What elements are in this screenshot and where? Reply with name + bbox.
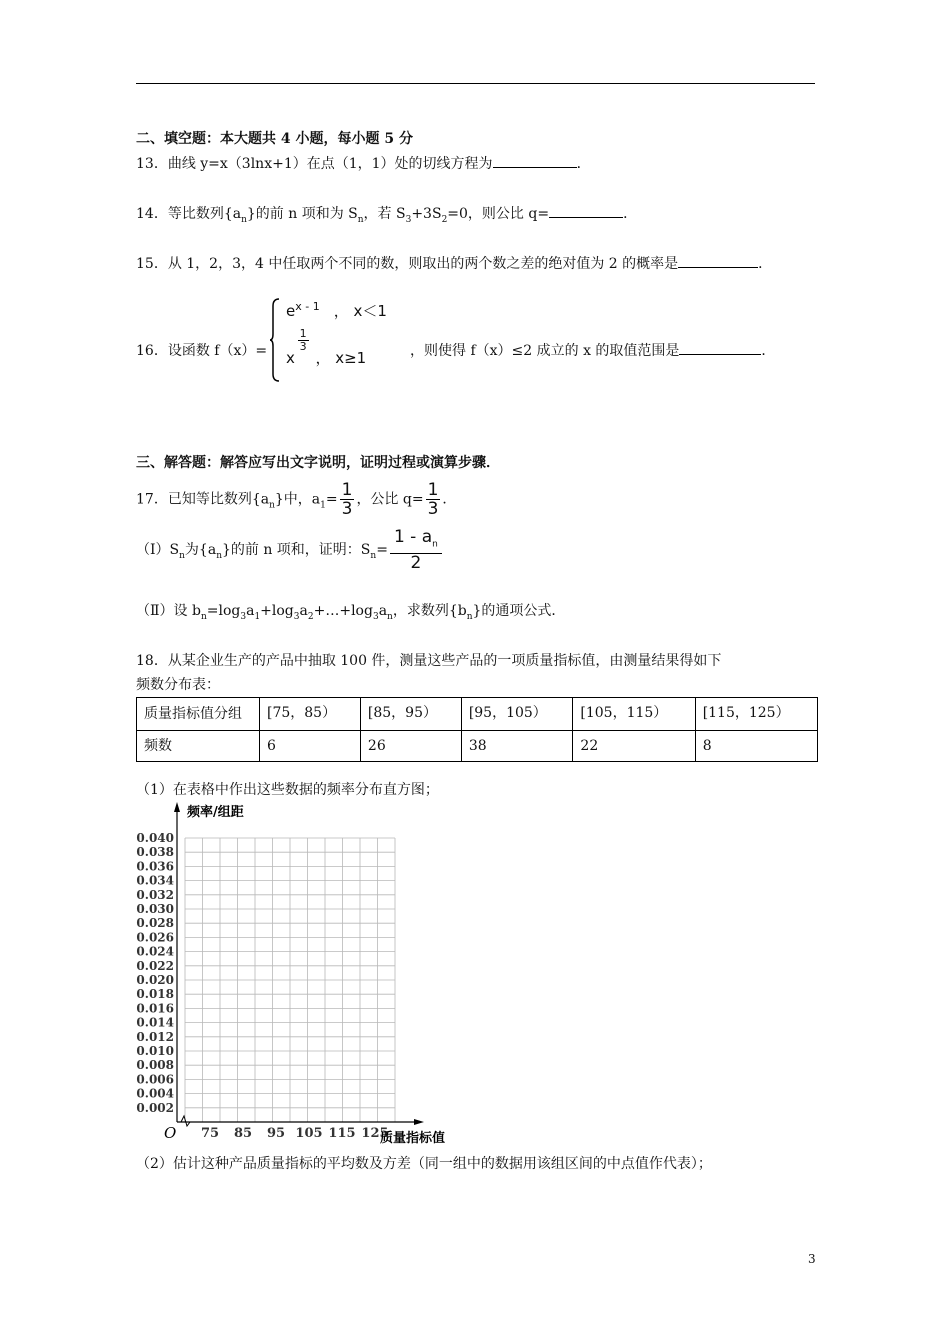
table-cell: 38 <box>461 731 573 762</box>
x-tick-label: 125 <box>361 1126 389 1141</box>
q17p2-a2sub: 2 <box>307 611 314 622</box>
q17p1-pre: （Ⅰ）S <box>136 542 180 559</box>
q16-den: 3 <box>299 340 307 353</box>
table-cell: 6 <box>260 731 361 762</box>
origin-label: O <box>164 1124 177 1142</box>
q13-end: ． <box>576 156 591 172</box>
q-den: 3 <box>427 499 439 519</box>
q17p2-log3: +…+log <box>313 603 373 619</box>
y-tick-label: 0.028 <box>136 916 174 931</box>
q17p1-sub2: n <box>216 551 222 561</box>
q17p1-eq: = <box>376 542 388 559</box>
table-cell: [85，95） <box>360 698 461 731</box>
q17p2-base1: 3 <box>240 611 247 622</box>
table-cell: 22 <box>573 731 695 762</box>
q14-mid4: =0，则公比 q= <box>447 206 550 222</box>
question-13 <box>136 153 591 173</box>
answer-blank-14[interactable] <box>549 203 623 218</box>
q14-sub: n <box>241 214 247 225</box>
q14-end: ． <box>623 206 638 222</box>
table-cell: [105，115） <box>573 698 695 731</box>
y-tick-label: 0.040 <box>136 831 174 845</box>
answer-blank-13[interactable] <box>493 153 577 168</box>
q17-part1 <box>136 528 444 572</box>
y-tick-label: 0.016 <box>136 1001 174 1016</box>
table-cell: [75，85） <box>260 698 361 731</box>
q15-text: 15．从 1，2，3，4 中任取两个不同的数，则取出的两个数之差的绝对值为 2 的概率是 <box>136 256 679 272</box>
y-tick-label: 0.004 <box>136 1086 174 1101</box>
table-header-label: 质量指标值分组 <box>137 698 260 731</box>
frequency-table <box>136 697 818 762</box>
q17-sub1: 1 <box>320 500 326 511</box>
q16-cond1: ， x＜1 <box>333 302 387 320</box>
q17p2-log1: =log <box>206 603 241 619</box>
sn-num: 1 - a <box>393 527 433 547</box>
chart-grid <box>185 838 395 1122</box>
table-cell: 26 <box>360 731 461 762</box>
histogram-grid <box>130 800 470 1146</box>
q17-pre: 17．已知等比数列{a <box>136 491 270 508</box>
x-tick-label: 105 <box>295 1126 323 1141</box>
y-tick-label: 0.008 <box>136 1058 174 1073</box>
question-17 <box>136 481 456 518</box>
y-tick-label: 0.010 <box>136 1044 174 1058</box>
y-tick-label: 0.038 <box>136 845 174 860</box>
q17p2-a2: a <box>299 603 308 619</box>
y-tick-label: 0.034 <box>136 873 174 888</box>
table-cell: 8 <box>695 731 817 762</box>
q17-mid1: }中，a <box>274 491 321 508</box>
x-tick-label: 95 <box>266 1126 286 1141</box>
q17p2-an: a <box>378 603 388 619</box>
q17-eq: = <box>325 491 338 508</box>
q16-exp-frac <box>298 328 309 353</box>
q-fraction <box>426 481 441 518</box>
q14-mid1: }的前 n 项和为 S <box>246 206 358 222</box>
x-tick-label: 85 <box>233 1126 253 1141</box>
y-tick-label: 0.032 <box>136 887 174 902</box>
sn-fraction <box>390 528 442 572</box>
y-tick-labels <box>136 831 174 1115</box>
q16-case1 <box>286 300 387 321</box>
q17p2-bn: n <box>200 611 207 622</box>
sn-den: 2 <box>410 553 422 574</box>
y-tick-label: 0.018 <box>136 987 174 1002</box>
piecewise-brace <box>270 298 280 382</box>
y-tick-label: 0.006 <box>136 1072 174 1087</box>
q14-mid2: ，若 S <box>363 206 406 222</box>
q17-subn: n <box>269 500 275 511</box>
table-cell: [95，105） <box>461 698 573 731</box>
q16-xbase: x <box>286 349 295 367</box>
page-number: 3 <box>808 1252 816 1266</box>
q-num: 1 <box>427 480 439 500</box>
q16-case2 <box>286 327 367 367</box>
q17-mid2: ，公比 q= <box>356 491 424 508</box>
q17p2-base2: 3 <box>293 611 300 622</box>
q16-post-text: ，则使得 f（x）≤2 成立的 x 的取值范围是 <box>410 343 680 359</box>
y-tick-label: 0.026 <box>136 930 174 945</box>
table-row-label: 频数 <box>137 731 260 762</box>
q17p2-log2: +log <box>260 603 294 619</box>
x-tick-label: 75 <box>200 1126 220 1141</box>
y-tick-label: 0.036 <box>136 859 174 874</box>
q17-end: ． <box>442 491 457 508</box>
table-row <box>137 698 818 731</box>
q14-s2: 2 <box>441 214 448 225</box>
q17p2-bnsub: n <box>466 611 473 622</box>
section3-heading: 三、解答题：解答应写出文字说明，证明过程或演算步骤． <box>136 455 500 471</box>
section2-heading: 二、填空题：本大题共 4 小题，每小题 5 分 <box>136 131 413 147</box>
a1-den: 3 <box>341 499 353 519</box>
q18-part1: （1）在表格中作出这些数据的频率分布直方图； <box>136 782 439 798</box>
y-tick-label: 0.002 <box>136 1100 174 1115</box>
header-rule <box>136 83 815 84</box>
q16-e: e <box>286 302 296 320</box>
y-tick-label: 0.020 <box>136 973 174 987</box>
y-tick-label: 0.012 <box>136 1029 174 1044</box>
sn-num-sub: n <box>432 539 438 550</box>
y-axis-arrow <box>174 802 180 812</box>
y-tick-label: 0.024 <box>136 944 174 959</box>
a1-fraction <box>340 481 355 518</box>
q18-line1: 18．从某企业生产的产品中抽取 100 件，测量这些产品的一项质量指标值，由测量结果得如下 <box>136 653 722 669</box>
table-cell: [115，125） <box>695 698 817 731</box>
q17p2-ansub: n <box>387 611 393 622</box>
y-tick-label: 0.022 <box>136 958 174 973</box>
q16-num: 1 <box>299 327 307 340</box>
q17p1-mid: 为{a <box>184 542 217 559</box>
question-14 <box>136 203 637 225</box>
q17-part2 <box>136 600 565 622</box>
q18-line2: 频数分布表： <box>136 677 220 693</box>
q14-s3: 3 <box>405 214 412 225</box>
y-tick-label: 0.030 <box>136 902 174 916</box>
x-tick-labels <box>201 1126 389 1141</box>
q17p1-sub: n <box>179 551 185 561</box>
q14-pre: 14．等比数列{a <box>136 206 242 222</box>
q17p2-a1: a <box>246 603 255 619</box>
q14-sub2: n <box>357 214 364 225</box>
x-axis-label: 质量指标值 <box>380 1131 446 1146</box>
q17p2-pre: （Ⅱ）设 b <box>136 603 201 619</box>
q16-exp: x - 1 <box>295 300 320 313</box>
question-15 <box>136 253 772 273</box>
q13-text: 13．曲线 y=x（3lnx+1）在点（1，1）处的切线方程为 <box>136 156 493 172</box>
answer-blank-15[interactable] <box>678 253 758 268</box>
axis-break-icon <box>181 1116 190 1126</box>
q16-pre: 16．设函数 f（x）= <box>136 343 268 359</box>
table-row <box>137 731 818 762</box>
q17p1-sub3: n <box>370 551 377 561</box>
y-axis-label: 频率/组距 <box>187 805 244 820</box>
q16-end: ． <box>761 343 776 359</box>
y-tick-label: 0.014 <box>136 1015 174 1030</box>
q17p1-post: }的前 n 项和，证明：S <box>221 542 371 559</box>
answer-blank-16[interactable] <box>679 340 761 355</box>
q15-end: ． <box>758 256 773 272</box>
q17p2-a1sub: 1 <box>254 611 261 622</box>
q16-post <box>410 340 775 360</box>
q17p2-base3: 3 <box>372 611 379 622</box>
x-tick-label: 115 <box>328 1126 356 1141</box>
q18-part2: （2）估计这种产品质量指标的平均数及方差（同一组中的数据用该组区间的中点值作代表）； <box>136 1156 712 1172</box>
q17p2-end: ，求数列{b <box>392 603 467 619</box>
q17p2-tail: }的通项公式． <box>472 603 566 619</box>
x-axis-arrow <box>414 1119 424 1125</box>
q16-cond2: ， x≥1 <box>315 349 367 367</box>
q14-mid3: +3S <box>411 206 442 222</box>
a1-num: 1 <box>341 480 353 500</box>
